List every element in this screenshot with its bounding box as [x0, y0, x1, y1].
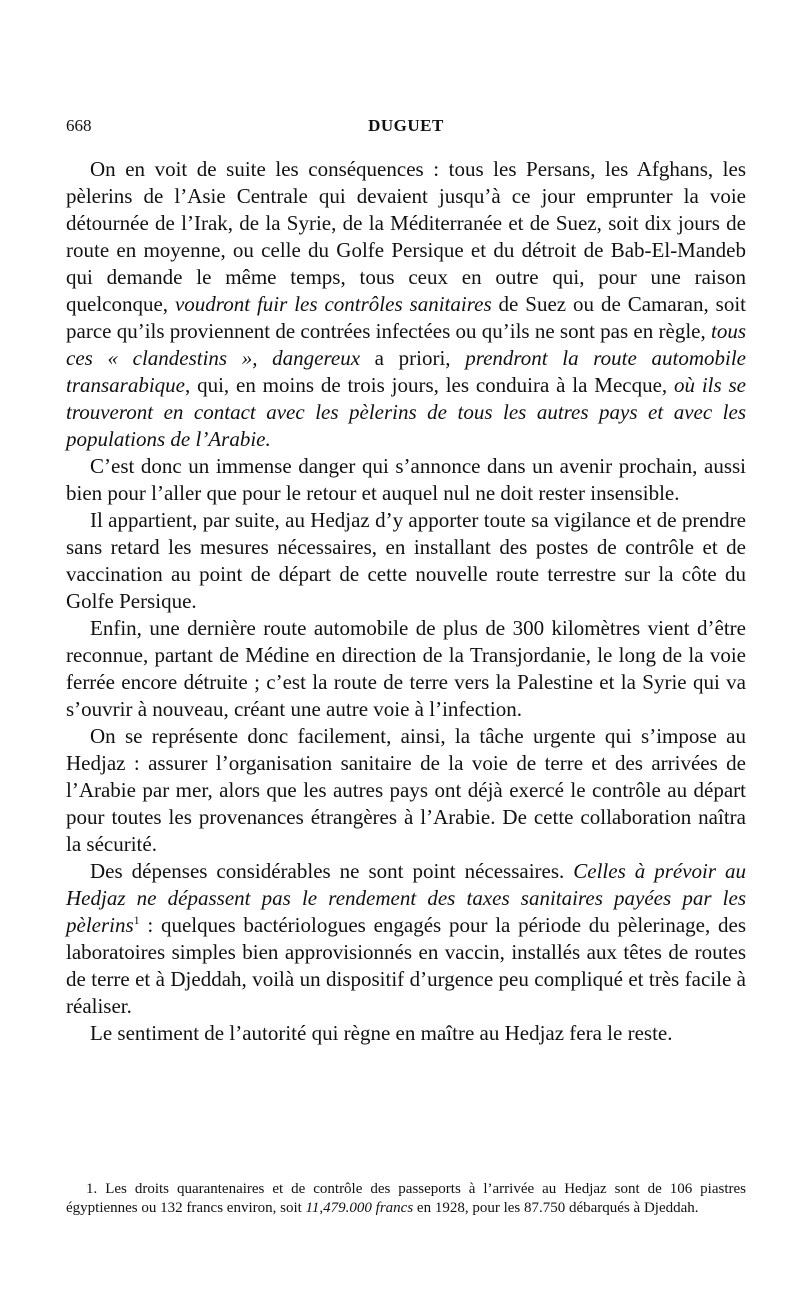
paragraph: On se représente donc facilement, ainsi, la tâche urgente qui s’impose au Hedjaz : assurer l’organisation sanitaire de la voie de terre et des arrivées de l’Arabie par mer, alors que les autres pays ont déjà exercé le contrôle au départ pour toutes les provenances étrangères à l’Arabie. De cette collaboration naîtra la sécurité. [66, 724, 746, 856]
paragraph: Enfin, une dernière route automobile de plus de 300 kilomètres vient d’être reconnue, partant de Médine en direction de la Transjordanie, le long de la voie ferrée encore détruite ; c’est la route de terre vers la Palestine et la Syrie qui va s’ouvrir à nouveau, créant une autre voie à l’infection. [66, 616, 746, 721]
page-number: 668 [66, 116, 92, 135]
page-header [66, 116, 746, 140]
paragraph: Des dépenses considérables ne sont point nécessaires. Celles à prévoir au Hedjaz ne dépassent pas le rendement des taxes sanitaires payées par les pèlerins$^1$ : quelques bactériologues engagés pour la période du pèlerinage, des laboratoires simples bien approvisionnés en vaccin, installés aux têtes de routes de terre et à Djeddah, voilà un dispositif d’urgence peu compliqué et très facile à réaliser. [66, 859, 746, 1018]
paragraph: Il appartient, par suite, au Hedjaz d’y apporter toute sa vigilance et de prendre sans retard les mesures nécessaires, en installant des postes de contrôle et de vaccination au point de départ de cette nouvelle route terrestre sur la côte du Golfe Persique. [66, 508, 746, 613]
paragraph: Le sentiment de l’autorité qui règne en maître au Hedjaz fera le reste. [90, 1021, 673, 1045]
footnote: 1. Les droits quarantenaires et de contrôle des passeports à l’arrivée au Hedjaz sont de 106 piastres égyptiennes ou 132 francs environ, soit 11,479.000 francs en 1928, pour les 87.750 débarqués à Djeddah. [66, 1181, 746, 1216]
footnote-reference: 1 [133, 913, 140, 927]
body-text [66, 156, 746, 1047]
running-head: DUGUET [368, 116, 444, 135]
paragraph: On en voit de suite les conséquences : tous les Persans, les Afghans, les pèlerins de l’Asie Centrale qui devaient jusqu’à ce jour emprunter la voie détournée de l’Irak, de la Syrie, de la Méditerranée et de Suez, soit dix jours de route en moyenne, ou celle du Golfe Persique et du détroit de Bab-El-Mandeb qui demande le même temps, tous ceux en outre qui, pour une raison quelconque, voudront fuir les contrôles sanitaires de Suez ou de Camaran, soit parce qu’ils proviennent de contrées infectées ou qu’ils ne sont pas en règle, tous ces « clandestins », dangereux a priori, prendront la route automobile transarabique, qui, en moins de trois jours, les conduira à la Mecque, où ils se trouveront en contact avec les pèlerins de tous les autres pays et avec les populations de l’Arabie. [66, 157, 747, 451]
paragraph: C’est donc un immense danger qui s’annonce dans un avenir prochain, aussi bien pour l’aller que pour le retour et auquel nul ne doit rester insensible. [66, 454, 746, 505]
